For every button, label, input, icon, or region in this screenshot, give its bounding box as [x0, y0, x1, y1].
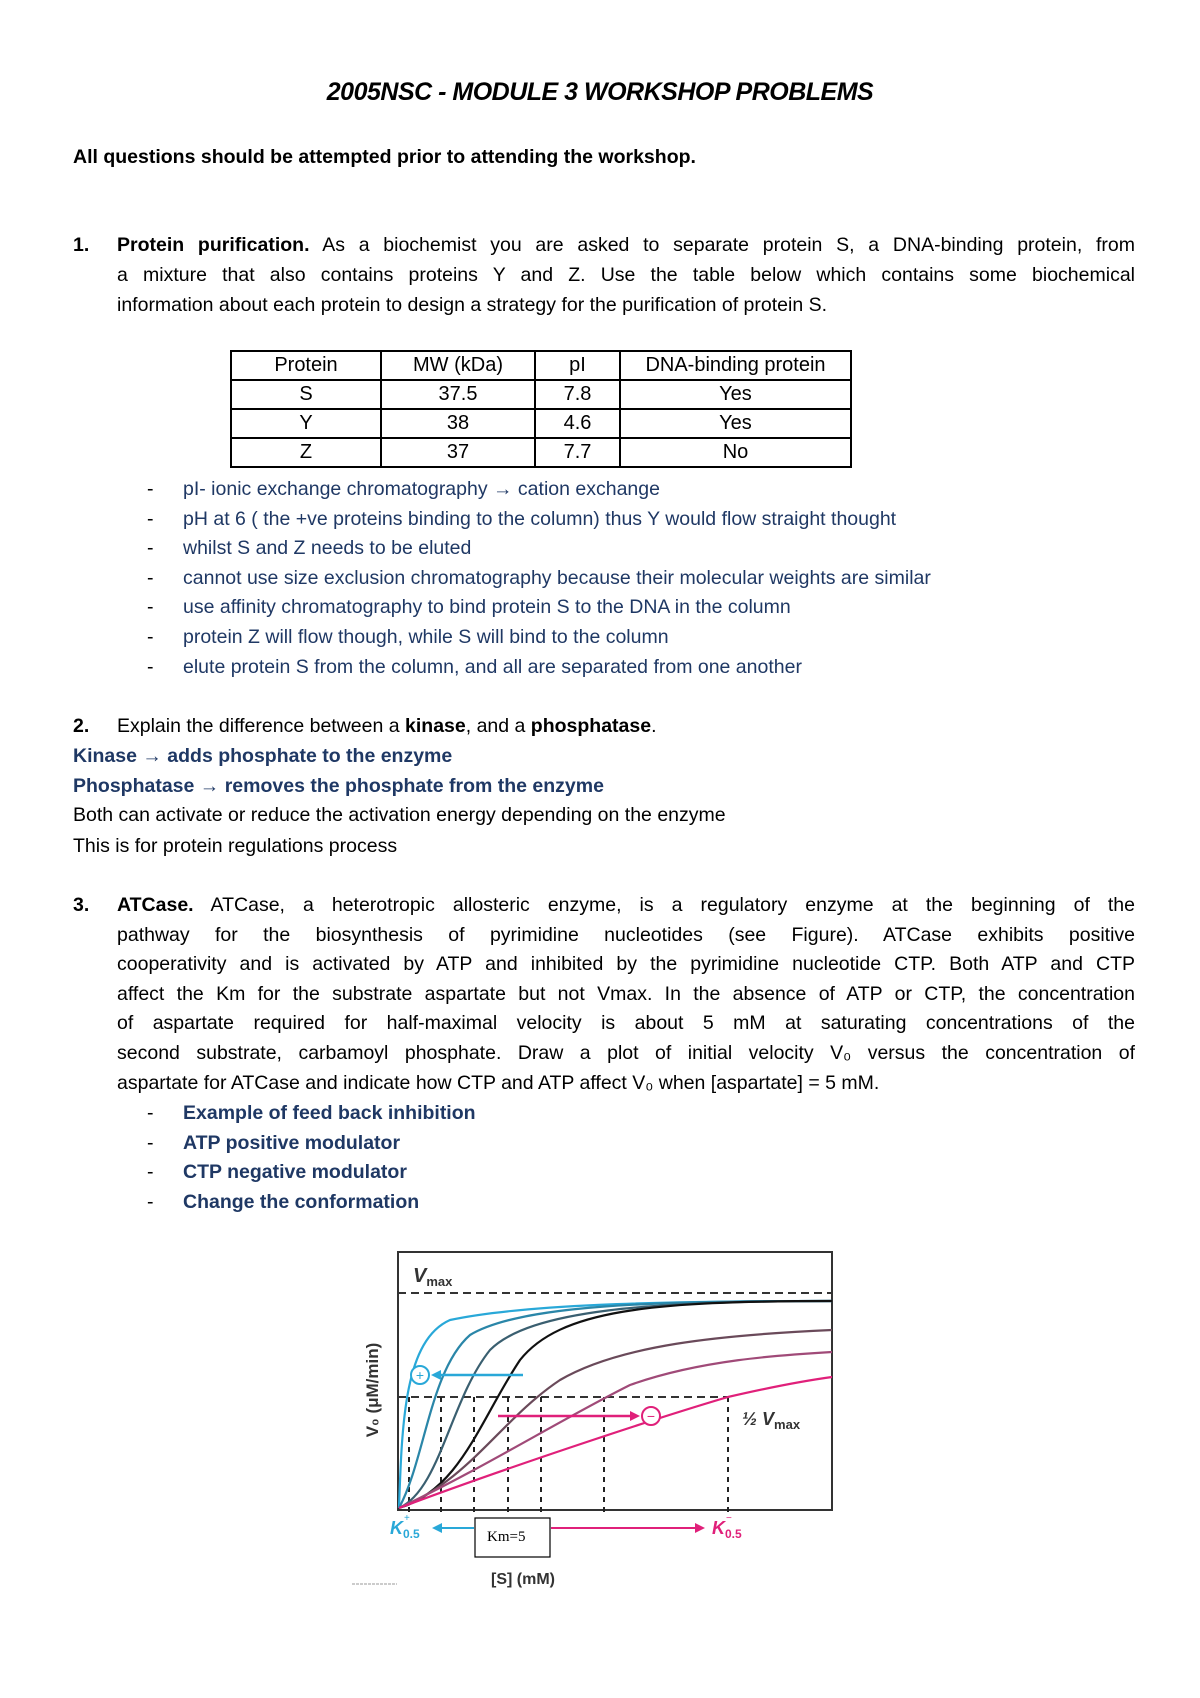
q2-phosphatase: phosphatase	[530, 715, 652, 737]
q2-answer-kinase: Kinase → adds phosphate to the enzyme	[73, 745, 453, 767]
bullet-dash: -	[147, 478, 154, 500]
bullet-dash: -	[147, 1131, 154, 1154]
table-cell: Y	[231, 409, 381, 438]
q1-answer-item: whilst S and Z needs to be eluted	[183, 537, 472, 560]
q1-answer-item: use affinity chromatography to bind protein S to the DNA in the column	[183, 596, 791, 619]
curve-weak-activator	[399, 1301, 832, 1508]
q1-answer-item: elute protein S from the column, and all are separated from one another	[183, 655, 802, 678]
q1-answer-item: protein Z will flow though, while S will bind to the column	[183, 626, 669, 648]
q2-prefix: Explain the difference between a	[117, 715, 406, 737]
q1-line-2: a mixture that also contains proteins Y and Z. Use the table below which contains some biochemical	[117, 264, 1135, 286]
q3-number: 3.	[73, 894, 90, 916]
table-cell: Z	[231, 438, 381, 467]
curve-strong-activator	[399, 1301, 832, 1508]
table-cell: S	[231, 380, 381, 409]
y-axis-label: V₀ (μM/min)	[363, 1342, 382, 1438]
arrowhead-icon	[432, 1523, 442, 1533]
bullet-dash: -	[147, 1161, 154, 1184]
q3-answer-item: Change the conformation	[183, 1190, 420, 1213]
q1-number: 1.	[73, 234, 90, 256]
table-header: pI	[535, 351, 620, 380]
q1-answer-item: cannot use size exclusion chromatography because their molecular weights are similar	[183, 566, 931, 589]
arrowhead-icon	[431, 1370, 441, 1380]
q2-suffix: .	[651, 715, 657, 737]
table-cell: Yes	[620, 380, 851, 409]
q3-line: cooperativity and is activated by ATP and inhibited by the pyrimidine nucleotide CTP. Both ATP and CTP	[117, 953, 1135, 976]
bullet-dash: -	[147, 655, 154, 678]
k-plus-superscript: +	[404, 1513, 410, 1524]
q1-answer-item: pI- ionic exchange chromatography → cation exchange	[183, 478, 660, 500]
x-axis-label: [S] (mM)	[491, 1571, 555, 1588]
q1-answer-item: pH at 6 ( the +ve proteins binding to the column) thus Y would flow straight thought	[183, 507, 897, 530]
plot-frame	[398, 1252, 832, 1510]
q1-text: As a biochemist you are asked to separate protein S, a DNA-binding protein, from	[322, 234, 1135, 256]
table-cell: 4.6	[535, 409, 620, 438]
table-cell: 38	[381, 409, 535, 438]
curve-activator	[399, 1301, 832, 1508]
page-title: 2005NSC - MODULE 3 WORKSHOP PROBLEMS	[326, 78, 874, 106]
q3-heading: ATCase.	[117, 894, 194, 916]
q3-answer-item: ATP positive modulator	[183, 1131, 401, 1154]
q3-line: pathway for the biosynthesis of pyrimidine nucleotides (see Figure). ATCase exhibits positive	[117, 923, 1135, 946]
q3-answer-item: CTP negative modulator	[183, 1161, 407, 1184]
q3-text: ATCase, a heterotropic allosteric enzyme, is a regulatory enzyme at the beginning of the	[210, 894, 1135, 916]
arrowhead-icon	[630, 1411, 640, 1421]
bullet-dash: -	[147, 1102, 154, 1124]
curve-no-effector	[399, 1301, 832, 1508]
q3-line: of aspartate required for half-maximal velocity is about 5 mM at saturating concentrations of the	[117, 1012, 1135, 1035]
table-cell: 37.5	[381, 380, 535, 409]
table-header: DNA-binding protein	[620, 351, 851, 380]
q3-answer-item: Example of feed back inhibition	[183, 1102, 476, 1124]
km-box-text: Km=5	[487, 1529, 526, 1545]
q1-line-3: information about each protein to design a strategy for the purification of protein S.	[117, 294, 828, 316]
bullet-dash: -	[147, 537, 154, 560]
bullet-dash: -	[147, 507, 154, 530]
q2-note: Both can activate or reduce the activation energy depending on the enzyme	[73, 804, 726, 826]
q3-line: affect the Km for the substrate aspartate but not Vmax. In the absence of ATP or CTP, the concentration	[117, 982, 1135, 1005]
arrowhead-icon	[695, 1523, 705, 1533]
table-header: MW (kDa)	[381, 351, 535, 380]
k-inhibited-label: $K_{0.5}$	[712, 1518, 742, 1541]
bullet-dash: -	[147, 596, 154, 619]
q2-number: 2.	[73, 715, 90, 737]
table-cell: No	[620, 438, 851, 467]
table-cell: 7.7	[535, 438, 620, 467]
k-minus-superscript: −	[726, 1513, 732, 1524]
plus-sign: +	[415, 1367, 425, 1383]
table-cell: Yes	[620, 409, 851, 438]
half-vmax-label: ½ $V_{max}$	[742, 1409, 801, 1432]
k-activated-label: $K_{0.5}$	[390, 1518, 420, 1541]
q2-middle: , and a	[465, 715, 531, 737]
minus-sign: −	[646, 1408, 656, 1424]
bullet-dash: -	[147, 1190, 154, 1213]
q2-note: This is for protein regulations process	[73, 835, 398, 857]
bullet-dash: -	[147, 626, 154, 648]
table-cell: 7.8	[535, 380, 620, 409]
q3-line: second substrate, carbamoyl phosphate. Draw a plot of initial velocity V₀ versus the concentration of	[117, 1042, 1135, 1064]
k-drop-lines	[409, 1397, 728, 1515]
intro-text: All questions should be attempted prior to attending the workshop.	[73, 146, 696, 168]
q1-heading: Protein purification.	[117, 234, 310, 256]
vmax-label: $V_{max}$	[413, 1265, 453, 1289]
q2-kinase: kinase	[405, 715, 466, 737]
bullet-dash: -	[147, 566, 154, 589]
table-header: Protein	[231, 351, 381, 380]
q3-line: aspartate for ATCase and indicate how CTP and ATP affect V₀ when [aspartate] = 5 mM.	[117, 1071, 880, 1094]
table-cell: 37	[381, 438, 535, 467]
q2-answer-phosphatase: Phosphatase → removes the phosphate from the enzyme	[73, 775, 604, 797]
